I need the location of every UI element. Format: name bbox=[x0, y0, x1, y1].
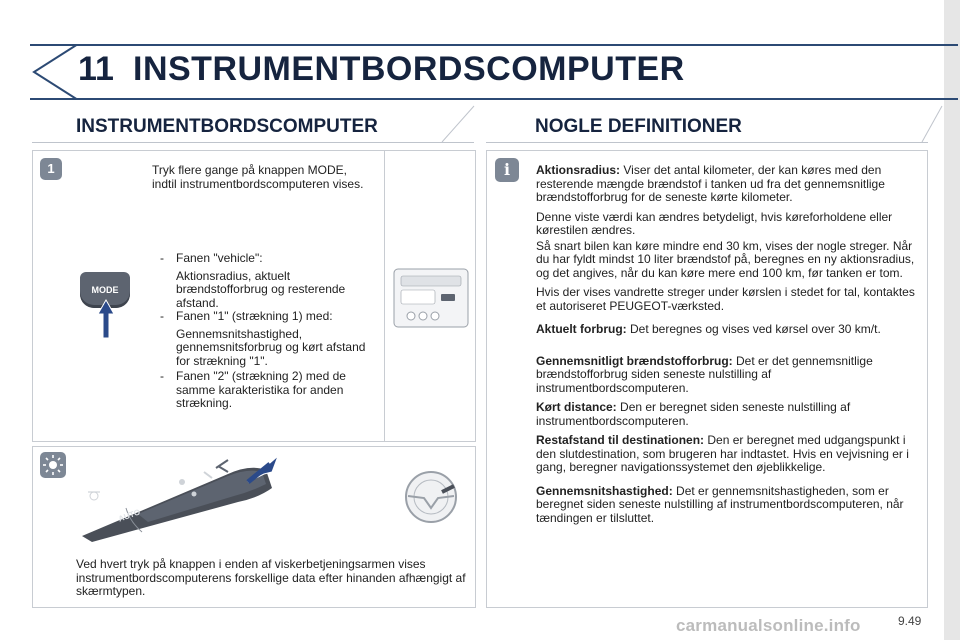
watermark: carmanualsonline.info bbox=[676, 616, 861, 635]
arrow-up-icon bbox=[96, 298, 116, 340]
auto-label: AUTO bbox=[117, 507, 142, 524]
list-item bbox=[160, 309, 372, 368]
definition-item: Så snart bilen kan køre mindre end 30 km, vises der nogle streger. Når du har fyldt mindst 10 liter brændstof på, beregnes en ny aktionsradius, og det angives, når du kan køre mere end 100 km, før tanken er tom. bbox=[536, 238, 915, 280]
step-badge: 1 bbox=[40, 158, 62, 180]
info-icon: i bbox=[495, 158, 519, 182]
page-number: 9.49 bbox=[898, 614, 922, 628]
list-bullet: - bbox=[160, 251, 164, 265]
list-item-heading: Fanen "vehicle": bbox=[176, 251, 263, 265]
left-section-title: INSTRUMENTBORDSCOMPUTER bbox=[76, 116, 378, 137]
list-item bbox=[160, 369, 372, 411]
steering-wheel-icon bbox=[402, 468, 460, 526]
mode-intro-text: Tryk flere gange på knappen MODE, indtil instrumentbordscomputeren vises. bbox=[152, 163, 364, 191]
definition-item: Restafstand til destinationen: Den er beregnet med udgangspunkt i den slutdestination, som brugeren har indtastet. Hvis en vejvisning er i gang, beregner navigationssystemet den øjeblikkelige. bbox=[536, 433, 909, 474]
definition-item: Hvis der vises vandrette streger under kørslen i stedet for tal, kontaktes et autoriseret PEUGEOT-værksted. bbox=[536, 285, 915, 313]
definition-item: Kørt distance: Den er beregnet siden seneste nulstilling af instrumentbordscomputeren. bbox=[536, 400, 851, 428]
right-section-slant bbox=[920, 104, 944, 144]
lighting-icon bbox=[40, 452, 66, 478]
definition-item: Aktionsradius: Viser det antal kilometer, der kan køres med den resterende mængde brændstof i tanken ud fra det gennemsnitlige brændstofforbrug for de seneste kørte kilometer. bbox=[536, 163, 885, 204]
mode-button-label: MODE bbox=[91, 285, 119, 295]
definition-item: Denne viste værdi kan ændres betydeligt, hvis køreforholdene eller kørestilen ændres. bbox=[536, 209, 893, 237]
definition-item: Gennemsnitshastighed: Det er gennemsnitshastigheden, som er beregnet siden seneste nulstilling af instrumentbordscomputeren, når tændingen er tilsluttet. bbox=[536, 483, 904, 525]
definition-item: Aktuelt forbrug: Det beregnes og vises ved kørsel over 30 km/t. bbox=[536, 322, 881, 336]
left-section-rule bbox=[32, 142, 474, 143]
left-section-slant bbox=[440, 104, 476, 144]
list-bullet: - bbox=[160, 369, 164, 383]
mode-panel-divider bbox=[384, 150, 385, 442]
stalk-instruction-text: Ved hvert tryk på knappen i enden af viskerbetjeningsarmen vises instrumentbordscomputerens forskellige data efter hinanden afhængigt af skærmtypen. bbox=[76, 557, 466, 598]
header-notch-decoration bbox=[30, 44, 80, 100]
right-section-rule bbox=[486, 142, 928, 143]
chapter-number: 11 bbox=[78, 50, 114, 88]
definition-item: Gennemsnitligt brændstofforbrug: Det er det gennemsnitlige brændstofforbrug siden seneste nulstilling af instrumentbordscomputeren. bbox=[536, 353, 873, 395]
chapter-title: INSTRUMENTBORDSCOMPUTER bbox=[133, 50, 685, 88]
list-item bbox=[160, 251, 372, 310]
arrow-pointer-icon bbox=[244, 452, 280, 486]
list-item-heading: Fanen "2" (strækning 2) med de samme karakteristika for anden strækning. bbox=[176, 369, 346, 410]
list-bullet: - bbox=[160, 309, 164, 323]
audio-unit-illustration bbox=[393, 268, 469, 328]
list-item-detail: Aktionsradius, aktuelt brændstofforbrug og resterende afstand. bbox=[176, 268, 346, 310]
list-item-detail: Gennemsnitshastighed, gennemsnitsforbrug og kørt afstand for strækning "1". bbox=[176, 326, 366, 368]
list-item-heading: Fanen "1" (strækning 1) med: bbox=[176, 309, 333, 323]
right-section-title: NOGLE DEFINITIONER bbox=[535, 116, 742, 137]
definitions-list bbox=[536, 164, 920, 531]
